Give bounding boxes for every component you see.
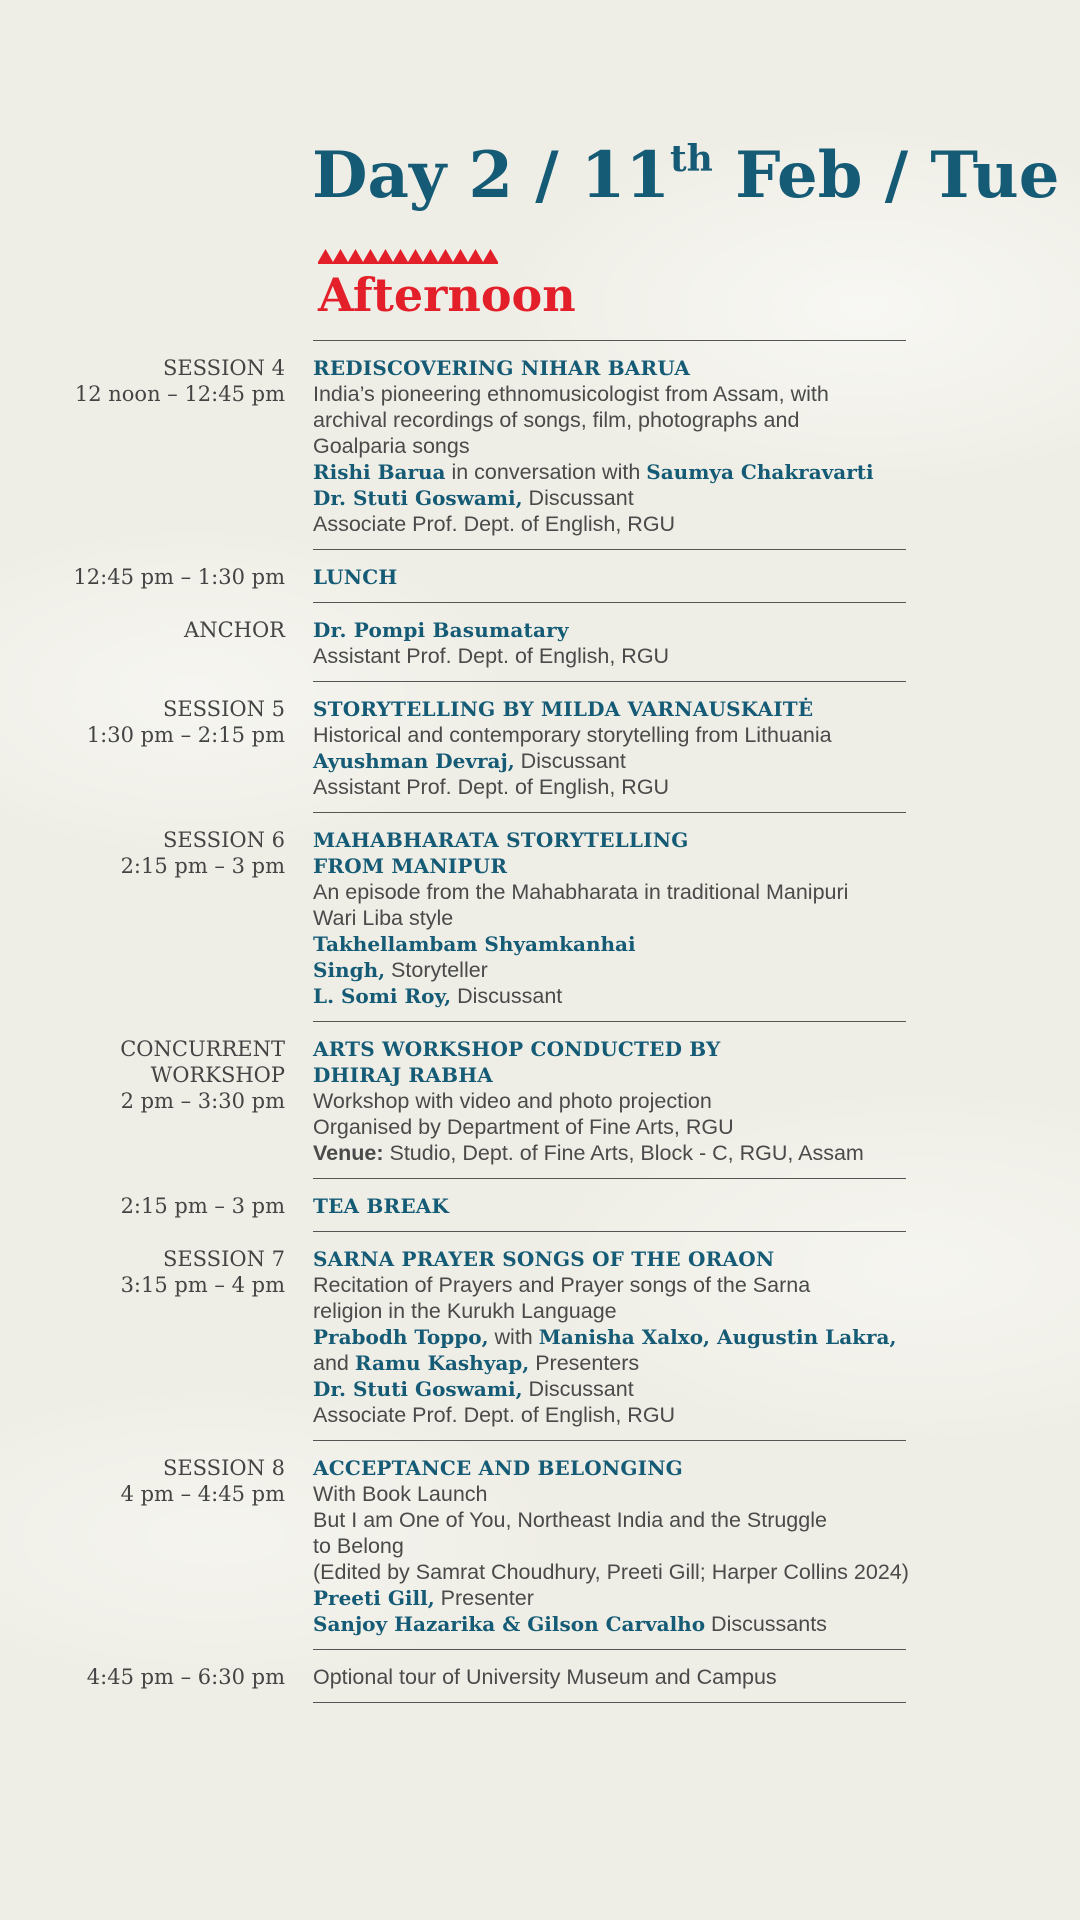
lunch-row xyxy=(0,550,1080,602)
session-description: Recitation of Prayers and Prayer songs of the Sarna xyxy=(313,1273,811,1297)
session-description: (Edited by Samrat Choudhury, Preeti Gill; Harper Collins 2024) xyxy=(313,1560,909,1584)
session-8-details xyxy=(313,1455,953,1637)
session-label: SESSION 6 xyxy=(162,828,285,852)
session-description: Workshop with video and photo projection xyxy=(313,1089,712,1113)
session-description: Optional tour of University Museum and Campus xyxy=(313,1665,777,1689)
presenters-line xyxy=(313,1324,953,1350)
zigzag-ornament-icon xyxy=(318,249,502,265)
session-description: to Belong xyxy=(313,1534,404,1558)
session-label: SESSION 5 xyxy=(162,697,285,721)
tea-break-details xyxy=(313,1193,953,1219)
anchor-details xyxy=(313,617,953,669)
session-4-row xyxy=(0,341,1080,549)
participant-name: Preeti Gill, xyxy=(313,1586,435,1610)
participant-name: Ramu Kashyap, xyxy=(354,1351,530,1375)
workshop-when xyxy=(0,1036,285,1166)
participant-name: Takhellambam Shyamkanhai xyxy=(313,932,636,956)
discussant-line xyxy=(313,983,953,1009)
session-6-when xyxy=(0,827,285,1009)
tour-when xyxy=(0,1664,285,1690)
venue-text: Studio, Dept. of Fine Arts, Block - C, RGU, Assam xyxy=(383,1141,864,1165)
connector-text: and xyxy=(313,1351,355,1375)
affiliation: Associate Prof. Dept. of English, RGU xyxy=(313,1403,676,1427)
schedule xyxy=(0,340,1080,1703)
session-title: ARTS WORKSHOP CONDUCTED BY xyxy=(313,1037,721,1061)
session-time: 4:45 pm – 6:30 pm xyxy=(86,1665,285,1689)
participant-name: Sanjoy Hazarika & Gilson Carvalho xyxy=(313,1612,706,1636)
session-time: 2:15 pm – 3 pm xyxy=(120,1194,285,1218)
participant-name: Prabodh Toppo, xyxy=(313,1325,489,1349)
presenter-line xyxy=(313,1585,953,1611)
session-time: 3:15 pm – 4 pm xyxy=(120,1273,285,1297)
session-label: SESSION 7 xyxy=(162,1247,285,1271)
connector-text: with xyxy=(488,1325,539,1349)
affiliation: Assistant Prof. Dept. of English, RGU xyxy=(313,644,670,668)
session-title: STORYTELLING BY MILDA VARNAUSKAITĖ xyxy=(313,697,814,721)
venue-label: Venue: xyxy=(313,1141,384,1165)
participant-role: Presenter xyxy=(434,1586,534,1610)
session-description: But I am One of You, Northeast India and the Struggle xyxy=(313,1508,827,1532)
session-label: SESSION 4 xyxy=(162,356,285,380)
title-day: Day 2 / 11 xyxy=(312,138,670,213)
workshop-details xyxy=(313,1036,953,1166)
participant-role: Presenters xyxy=(529,1351,640,1375)
title-date: Feb / Tue xyxy=(712,138,1060,213)
session-5-row xyxy=(0,682,1080,812)
tour-row xyxy=(0,1650,1080,1702)
participant-role: Storyteller xyxy=(385,958,488,982)
participant-name: Rishi Barua xyxy=(313,460,446,484)
tour-details xyxy=(313,1664,953,1690)
session-title: DHIRAJ RABHA xyxy=(313,1063,494,1087)
session-description: An episode from the Mahabharata in traditional Manipuri xyxy=(313,880,849,904)
session-8-when xyxy=(0,1455,285,1637)
session-title: FROM MANIPUR xyxy=(313,854,508,878)
session-6-details xyxy=(313,827,953,1009)
session-time: 1:30 pm – 2:15 pm xyxy=(86,723,285,747)
session-time: 2:15 pm – 3 pm xyxy=(120,854,285,878)
session-time: 2 pm – 3:30 pm xyxy=(120,1089,285,1113)
session-time: 12:45 pm – 1:30 pm xyxy=(73,565,285,589)
session-title: LUNCH xyxy=(313,565,398,589)
session-title: ACCEPTANCE AND BELONGING xyxy=(313,1456,683,1480)
participant-role: Discussant xyxy=(522,486,634,510)
lunch-details xyxy=(313,564,953,590)
affiliation: Assistant Prof. Dept. of English, RGU xyxy=(313,775,670,799)
workshop-row xyxy=(0,1022,1080,1178)
session-title: MAHABHARATA STORYTELLING xyxy=(313,828,689,852)
session-description: Historical and contemporary storytelling from Lithuania xyxy=(313,723,832,747)
participant-role: Discussant xyxy=(451,984,563,1008)
participants-line xyxy=(313,459,953,485)
session-6-row xyxy=(0,813,1080,1021)
session-label: CONCURRENT xyxy=(120,1037,285,1061)
session-5-when xyxy=(0,696,285,800)
anchor-name: Dr. Pompi Basumatary xyxy=(313,618,569,642)
session-8-row xyxy=(0,1441,1080,1649)
tea-break-when xyxy=(0,1193,285,1219)
presenters-line xyxy=(313,1350,953,1376)
session-label: SESSION 8 xyxy=(162,1456,285,1480)
session-label: ANCHOR xyxy=(184,618,285,642)
connector-text: in conversation with xyxy=(445,460,647,484)
session-5-details xyxy=(313,696,953,800)
session-time: 12 noon – 12:45 pm xyxy=(74,382,285,406)
participant-name: Singh, xyxy=(313,958,386,982)
affiliation: Associate Prof. Dept. of English, RGU xyxy=(313,512,676,536)
venue-line xyxy=(313,1140,953,1166)
participant-name: L. Somi Roy, xyxy=(313,984,452,1008)
session-description: Wari Liba style xyxy=(313,906,454,930)
participant-name: Ayushman Devraj, xyxy=(313,749,515,773)
storyteller-line xyxy=(313,931,953,957)
session-description: With Book Launch xyxy=(313,1482,488,1506)
session-title: SARNA PRAYER SONGS OF THE ORAON xyxy=(313,1247,775,1271)
session-title: TEA BREAK xyxy=(313,1194,450,1218)
discussants-line xyxy=(313,1611,953,1637)
session-7-details xyxy=(313,1246,953,1428)
anchor-when xyxy=(0,617,285,669)
discussant-line xyxy=(313,485,953,511)
session-description: Goalparia songs xyxy=(313,434,470,458)
divider xyxy=(313,1702,906,1703)
session-4-when xyxy=(0,355,285,537)
tea-break-row xyxy=(0,1179,1080,1231)
storyteller-line xyxy=(313,957,953,983)
anchor-row xyxy=(0,603,1080,681)
session-label: WORKSHOP xyxy=(150,1063,285,1087)
page-title xyxy=(312,138,1059,213)
lunch-when xyxy=(0,564,285,590)
discussant-line xyxy=(313,748,953,774)
section-heading-afternoon: Afternoon xyxy=(318,268,576,322)
session-title: REDISCOVERING NIHAR BARUA xyxy=(313,356,691,380)
title-ordinal: th xyxy=(669,138,713,180)
session-7-when xyxy=(0,1246,285,1428)
session-description: India’s pioneering ethnomusicologist from Assam, with xyxy=(313,382,829,406)
participant-role: Discussant xyxy=(522,1377,634,1401)
session-description: religion in the Kurukh Language xyxy=(313,1299,617,1323)
session-description: archival recordings of songs, film, photographs and xyxy=(313,408,800,432)
session-description: Organised by Department of Fine Arts, RGU xyxy=(313,1115,734,1139)
participant-role: Discussant xyxy=(514,749,626,773)
participant-name: Dr. Stuti Goswami, xyxy=(313,1377,523,1401)
discussant-line xyxy=(313,1376,953,1402)
participant-name: Dr. Stuti Goswami, xyxy=(313,486,523,510)
participant-role: Discussants xyxy=(705,1612,827,1636)
participant-name: Saumya Chakravarti xyxy=(646,460,874,484)
session-7-row xyxy=(0,1232,1080,1440)
session-4-details xyxy=(313,355,953,537)
session-time: 4 pm – 4:45 pm xyxy=(120,1482,285,1506)
participant-name: Manisha Xalxo, Augustin Lakra, xyxy=(538,1325,897,1349)
